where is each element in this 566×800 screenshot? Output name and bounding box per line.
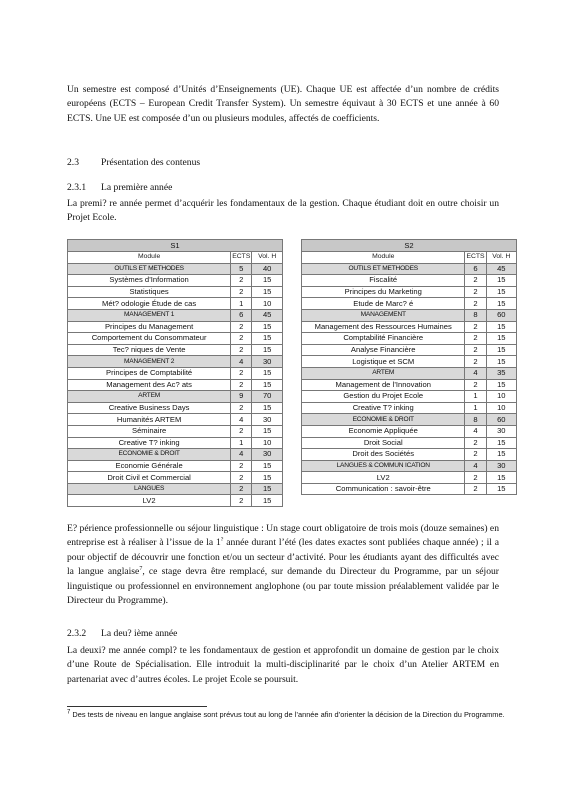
s1-table xyxy=(67,239,283,507)
hours-value: 10 xyxy=(486,391,516,403)
hours-value: 30 xyxy=(486,425,516,437)
ects-value: 2 xyxy=(231,275,252,287)
ects-value: 8 xyxy=(465,414,486,426)
hours-value: 15 xyxy=(486,472,516,484)
module-row xyxy=(68,460,283,472)
module-name: Creative T? inking xyxy=(302,402,465,414)
module-row xyxy=(68,379,283,391)
module-row xyxy=(302,298,517,310)
s1-title: S1 xyxy=(68,240,283,252)
module-name: Management des Ressources Humaines xyxy=(302,321,465,333)
module-row xyxy=(68,275,283,287)
ects-value: 5 xyxy=(231,263,252,275)
module-name: Management de l’Innovation xyxy=(302,379,465,391)
hours-value: 10 xyxy=(252,298,283,310)
hours-value: 15 xyxy=(252,379,283,391)
module-row xyxy=(68,472,283,484)
module-name: Séminaire xyxy=(68,425,231,437)
ue-category-row xyxy=(302,367,517,379)
s1-header-vol: Vol. H xyxy=(252,252,283,264)
footnote-separator xyxy=(67,706,207,707)
ects-value: 9 xyxy=(231,391,252,403)
module-name: Economie Générale xyxy=(68,460,231,472)
module-name: OUTILS ET METHODES xyxy=(68,263,231,275)
module-name: Comportement du Consommateur xyxy=(68,333,231,345)
hours-value: 30 xyxy=(252,356,283,368)
hours-value: 30 xyxy=(486,460,516,472)
module-row xyxy=(68,286,283,298)
module-name: Droit Civil et Commercial xyxy=(68,472,231,484)
section-title: Présentation des contenus xyxy=(101,157,201,168)
module-name: Humanités ARTEM xyxy=(68,414,231,426)
ects-value: 2 xyxy=(231,344,252,356)
ue-category-row xyxy=(302,414,517,426)
module-row xyxy=(302,391,517,403)
ects-value: 8 xyxy=(465,309,486,321)
module-name: MANAGEMENT 2 xyxy=(68,356,231,368)
module-row xyxy=(302,286,517,298)
hours-value: 15 xyxy=(252,425,283,437)
module-row xyxy=(68,402,283,414)
ects-value: 2 xyxy=(231,321,252,333)
module-name: Systèmes d’Information xyxy=(68,275,231,287)
module-row xyxy=(302,472,517,484)
module-row xyxy=(302,321,517,333)
ects-value: 2 xyxy=(465,483,486,495)
module-name: ARTEM xyxy=(68,391,231,403)
experience-text-2: année durant l’été (les dates exactes sont publiées chaque année) ; il a pour objectif de découvrir une fonction et/ou un secteur d’activité. Pour les étudiants ayant des difficultés avec la langue anglaise xyxy=(67,537,499,578)
module-name: Mét? odologie Étude de cas xyxy=(68,298,231,310)
footnote-reference: 7 xyxy=(139,566,143,573)
ects-value: 2 xyxy=(231,460,252,472)
module-name: Principes du Marketing xyxy=(302,286,465,298)
module-name: ECONOMIE & DROIT xyxy=(68,449,231,461)
module-name: Gestion du Projet Ecole xyxy=(302,391,465,403)
ects-value: 4 xyxy=(231,356,252,368)
module-name: Principes du Management xyxy=(68,321,231,333)
hours-value: 30 xyxy=(252,414,283,426)
subsection-heading-1 xyxy=(67,182,172,194)
ordinal-superscript: ? xyxy=(220,537,224,544)
module-row xyxy=(302,425,517,437)
module-name: LANGUES & COMMUN ICATION xyxy=(302,460,465,472)
ects-value: 1 xyxy=(465,402,486,414)
ects-value: 2 xyxy=(465,298,486,310)
hours-value: 30 xyxy=(252,449,283,461)
experience-text-1: E? périence professionnelle ou séjour linguistique : Un stage court obligatoire de trois mois (douze semaines) en entreprise est à réaliser à l’issue de la 1 xyxy=(67,523,499,549)
ects-value: 2 xyxy=(231,402,252,414)
hours-value: 70 xyxy=(252,391,283,403)
hours-value: 10 xyxy=(486,402,516,414)
s2-header-vol: Vol. H xyxy=(486,252,516,264)
ects-value: 2 xyxy=(231,495,252,507)
hours-value: 15 xyxy=(486,437,516,449)
module-row xyxy=(302,379,517,391)
ects-value: 2 xyxy=(465,286,486,298)
hours-value: 45 xyxy=(486,263,516,275)
ects-value: 2 xyxy=(231,472,252,484)
hours-value: 15 xyxy=(486,298,516,310)
module-name: Tec? niques de Vente xyxy=(68,344,231,356)
ects-value: 4 xyxy=(465,425,486,437)
ects-value: 2 xyxy=(465,275,486,287)
ects-value: 4 xyxy=(231,414,252,426)
module-name: Comptabilité Financière xyxy=(302,333,465,345)
module-name: Droit Social xyxy=(302,437,465,449)
module-row xyxy=(302,402,517,414)
hours-value: 15 xyxy=(252,275,283,287)
ects-value: 4 xyxy=(465,460,486,472)
footnote-mark: 7 xyxy=(67,709,71,716)
module-name: ECONOMIE & DROIT xyxy=(302,414,465,426)
module-name: Creative Business Days xyxy=(68,402,231,414)
second-year-paragraph: La deuxi? me année compl? te les fondamentaux de gestion et approfondit un domaine de gestion par le choix d’une Route de Spécialisation. Elle introduit la multi-disciplinarité par le choix d’un Atelier ARTEM en partenariat avec d’autres écoles. Le projet Ecole se poursuit. xyxy=(67,645,499,685)
subsection-title: La première année xyxy=(101,182,173,193)
hours-value: 15 xyxy=(486,286,516,298)
ects-value: 2 xyxy=(465,472,486,484)
module-name: Fiscalité xyxy=(302,275,465,287)
hours-value: 45 xyxy=(252,309,283,321)
ects-value: 2 xyxy=(465,333,486,345)
ue-category-row xyxy=(302,263,517,275)
ue-category-row xyxy=(302,309,517,321)
ue-category-row xyxy=(68,309,283,321)
ects-value: 2 xyxy=(231,379,252,391)
module-name: Droit des Sociétés xyxy=(302,449,465,461)
ects-value: 4 xyxy=(231,449,252,461)
hours-value: 40 xyxy=(252,263,283,275)
hours-value: 15 xyxy=(486,344,516,356)
subsection-number: 2.3.1 xyxy=(67,182,87,193)
module-row xyxy=(68,367,283,379)
module-row xyxy=(302,437,517,449)
hours-value: 15 xyxy=(252,460,283,472)
s1-header-module: Module xyxy=(68,252,231,264)
ects-value: 1 xyxy=(231,298,252,310)
module-row xyxy=(68,495,283,507)
ue-category-row xyxy=(68,356,283,368)
hours-value: 15 xyxy=(486,483,516,495)
hours-value: 15 xyxy=(252,402,283,414)
module-row xyxy=(68,298,283,310)
module-name: Principes de Comptabilité xyxy=(68,367,231,379)
module-row xyxy=(302,344,517,356)
s2-title: S2 xyxy=(302,240,517,252)
hours-value: 15 xyxy=(252,495,283,507)
s2-header-ects: ECTS xyxy=(465,252,486,264)
ects-value: 2 xyxy=(231,425,252,437)
module-name: Statistiques xyxy=(68,286,231,298)
module-row xyxy=(68,414,283,426)
first-year-paragraph: La premi? re année permet d’acquérir les fondamentaux de la gestion. Chaque étudiant doit en outre choisir un Projet Ecole. xyxy=(67,198,499,224)
module-name: Communication : savoir-être xyxy=(302,483,465,495)
hours-value: 15 xyxy=(252,286,283,298)
hours-value: 60 xyxy=(486,414,516,426)
ects-value: 2 xyxy=(231,367,252,379)
ects-value: 6 xyxy=(231,309,252,321)
module-row xyxy=(302,356,517,368)
ects-value: 2 xyxy=(465,344,486,356)
module-name: MANAGEMENT xyxy=(302,309,465,321)
ects-value: 2 xyxy=(465,379,486,391)
intro-paragraph: Un semestre est composé d’Unités d’Enseignements (UE). Chaque UE est affectée d’un nombre de crédits européens (ECTS – European Credit Transfer System). Un semestre équivaut à 30 ECTS et une année à 60 ECTS. Une UE est composée d’un ou plusieurs modules, affectés de coefficients. xyxy=(67,84,499,124)
ue-category-row xyxy=(68,263,283,275)
module-row xyxy=(68,344,283,356)
hours-value: 15 xyxy=(486,449,516,461)
ects-value: 6 xyxy=(465,263,486,275)
section-heading xyxy=(67,157,200,169)
module-row xyxy=(68,321,283,333)
module-name: ARTEM xyxy=(302,367,465,379)
hours-value: 60 xyxy=(486,309,516,321)
hours-value: 15 xyxy=(252,344,283,356)
module-row xyxy=(68,425,283,437)
experience-text-3: , ce stage devra être remplacé, sur demande du Directeur du Programme, par un séjour linguistique ou professionnel en environnement anglophone (ou par toute mission préalablement validée par le Directeur du Programme). xyxy=(67,566,499,607)
module-name: Etude de Marc? é xyxy=(302,298,465,310)
hours-value: 15 xyxy=(486,379,516,391)
ects-value: 1 xyxy=(465,391,486,403)
footnote xyxy=(67,709,507,720)
s2-header-module: Module xyxy=(302,252,465,264)
module-name: LV2 xyxy=(68,495,231,507)
hours-value: 15 xyxy=(486,321,516,333)
hours-value: 15 xyxy=(252,472,283,484)
ects-value: 2 xyxy=(231,333,252,345)
module-name: Management des Ac? ats xyxy=(68,379,231,391)
ue-category-row xyxy=(302,460,517,472)
footnote-text: Des tests de niveau en langue anglaise sont prévus tout au long de l’année afin d’orienter la décision de la Direction du Programme. xyxy=(72,710,505,719)
hours-value: 15 xyxy=(486,333,516,345)
ects-value: 4 xyxy=(465,367,486,379)
module-row xyxy=(302,275,517,287)
module-name: Economie Appliquée xyxy=(302,425,465,437)
hours-value: 35 xyxy=(486,367,516,379)
s1-header-ects: ECTS xyxy=(231,252,252,264)
module-row xyxy=(302,333,517,345)
hours-value: 15 xyxy=(252,367,283,379)
subsection-heading-2 xyxy=(67,628,177,640)
ects-value: 2 xyxy=(465,321,486,333)
ects-value: 2 xyxy=(465,437,486,449)
module-row xyxy=(68,437,283,449)
module-name: LV2 xyxy=(302,472,465,484)
ects-value: 2 xyxy=(231,286,252,298)
module-name: Analyse Financière xyxy=(302,344,465,356)
subsection-number: 2.3.2 xyxy=(67,628,87,639)
hours-value: 15 xyxy=(252,333,283,345)
hours-value: 15 xyxy=(252,483,283,495)
ue-category-row xyxy=(68,449,283,461)
module-name: MANAGEMENT 1 xyxy=(68,309,231,321)
module-name: Logistique et SCM xyxy=(302,356,465,368)
module-name: OUTILS ET METHODES xyxy=(302,263,465,275)
module-row xyxy=(68,333,283,345)
ects-value: 2 xyxy=(231,483,252,495)
ects-value: 2 xyxy=(465,356,486,368)
section-number: 2.3 xyxy=(67,157,79,168)
module-row xyxy=(302,483,517,495)
hours-value: 15 xyxy=(252,321,283,333)
ects-value: 1 xyxy=(231,437,252,449)
ue-category-row xyxy=(68,483,283,495)
hours-value: 15 xyxy=(486,356,516,368)
hours-value: 15 xyxy=(486,275,516,287)
module-row xyxy=(302,449,517,461)
module-name: Creative T? inking xyxy=(68,437,231,449)
hours-value: 10 xyxy=(252,437,283,449)
module-name: LANGUES xyxy=(68,483,231,495)
s2-table xyxy=(301,239,517,495)
ects-value: 2 xyxy=(465,449,486,461)
experience-paragraph xyxy=(67,522,499,608)
subsection-title: La deu? ième année xyxy=(101,628,178,639)
ue-category-row xyxy=(68,391,283,403)
